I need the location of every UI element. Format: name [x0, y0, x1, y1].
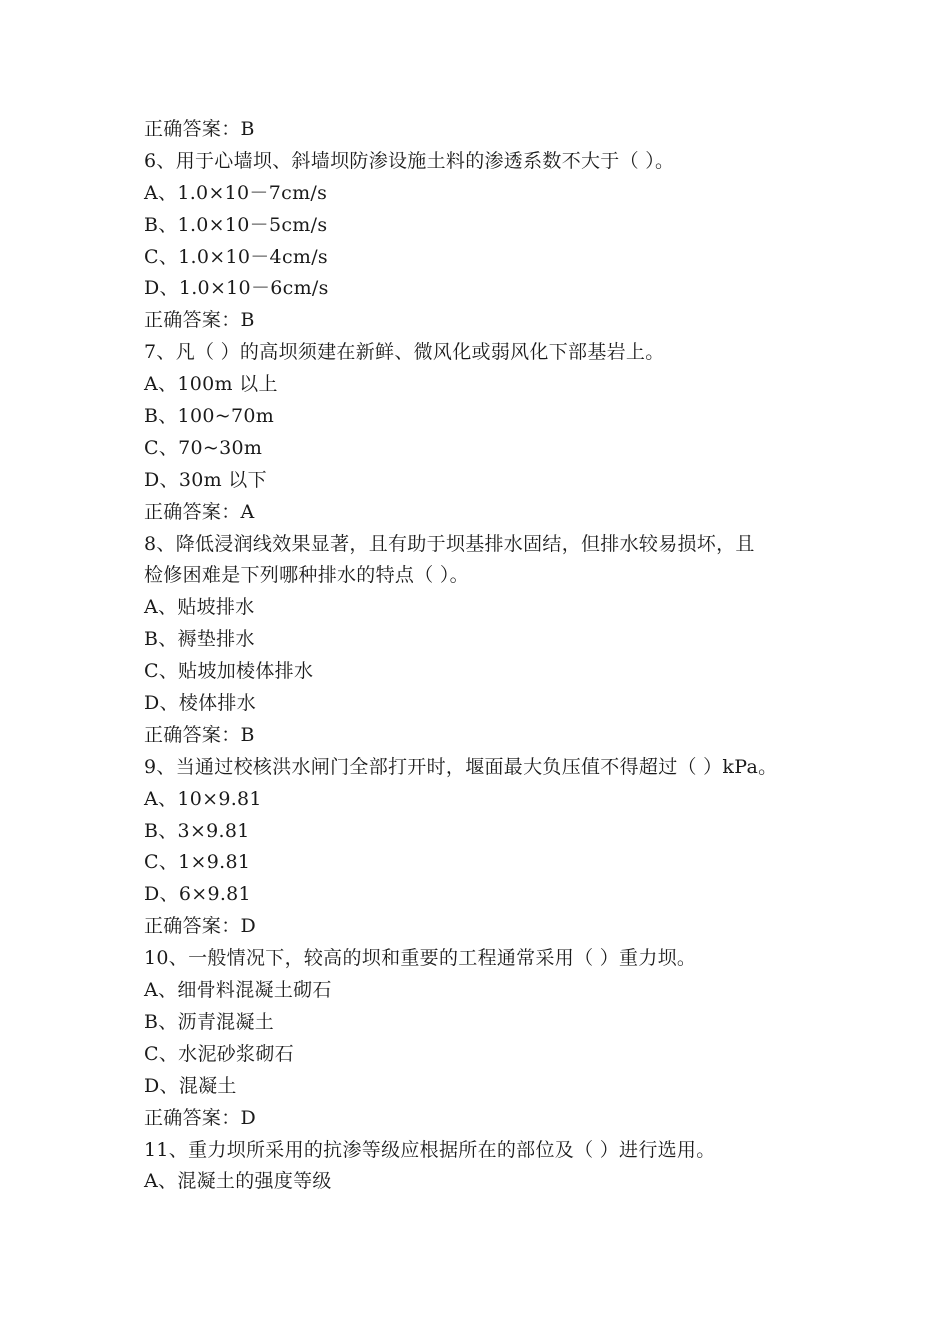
question-8: 8、降低浸润线效果显著，且有助于坝基排水固结，但排水较易损坏，且 [144, 532, 755, 555]
question-7: 7、凡（ ）的高坝须建在新鲜、微风化或弱风化下部基岩上。 [144, 341, 665, 364]
option-c: C、70~30m [144, 436, 263, 459]
answer-line: 正确答案：D [144, 1106, 257, 1129]
option-d: D、1.0×10－6cm/s [144, 277, 329, 300]
option-a: A、10×9.81 [144, 787, 262, 810]
option-d: D、混凝土 [144, 1074, 237, 1097]
option-a: A、细骨料混凝土砌石 [144, 979, 332, 1002]
option-c: C、水泥砂浆砌石 [144, 1042, 294, 1065]
option-c: C、贴坡加棱体排水 [144, 660, 314, 683]
option-a: A、1.0×10－7cm/s [144, 181, 328, 204]
answer-line: 正确答案：B [144, 309, 255, 332]
answer-line: 正确答案：B [144, 118, 255, 140]
answer-line: 正确答案：B [144, 723, 255, 746]
question-9: 9、当通过校核洪水闸门全部打开时，堰面最大负压值不得超过（ ）kPa。 [144, 755, 778, 778]
option-c: C、1×9.81 [144, 851, 251, 874]
option-d: D、棱体排水 [144, 692, 257, 715]
answer-line: 正确答案：A [144, 500, 255, 523]
question-8-continued: 检修困难是下列哪种排水的特点（ ）。 [144, 564, 469, 587]
option-b: B、100~70m [144, 405, 275, 428]
option-d: D、6×9.81 [144, 883, 251, 906]
option-b: B、3×9.81 [144, 819, 250, 842]
question-10: 10、一般情况下，较高的坝和重要的工程通常采用（ ）重力坝。 [144, 947, 697, 970]
option-b: B、沥青混凝土 [144, 1010, 275, 1033]
answer-line: 正确答案：D [144, 915, 257, 938]
option-b: B、褥垫排水 [144, 628, 255, 651]
option-a: A、100m 以上 [144, 373, 278, 396]
option-c: C、1.0×10－4cm/s [144, 245, 328, 268]
option-d: D、30m 以下 [144, 468, 267, 491]
question-11: 11、重力坝所采用的抗渗等级应根据所在的部位及（ ）进行选用。 [144, 1138, 716, 1161]
question-6: 6、用于心墙坝、斜墙坝防渗设施土料的渗透系数不大于（ ）。 [144, 149, 675, 172]
option-a: A、混凝土的强度等级 [144, 1170, 332, 1193]
document-body [144, 114, 844, 1198]
option-a: A、贴坡排水 [144, 596, 255, 619]
option-b: B、1.0×10－5cm/s [144, 213, 328, 236]
